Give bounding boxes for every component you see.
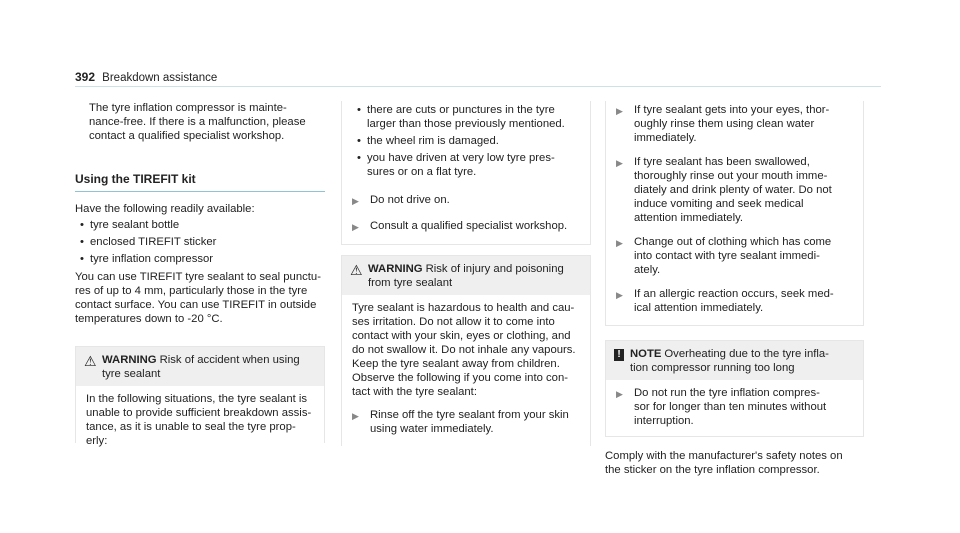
step-item: ▶ If tyre sealant gets into your eyes, thor- oughly rinse them using clean water immediately. (616, 104, 830, 144)
header-divider (75, 86, 881, 87)
list-item: • there are cuts or punctures in the tyre larger than those previously mentioned. (352, 103, 580, 131)
have-available-text: Have the following readily available: (75, 203, 255, 215)
step-item: ▶ Do not drive on. (352, 194, 450, 206)
page-number: 392 (75, 70, 96, 84)
notice-box (605, 340, 864, 437)
step-item: ▶ Rinse off the tyre sealant from your skin using water immediately. (352, 409, 569, 435)
warning-box-accident (75, 346, 325, 447)
step-item: ▶ Consult a qualified specialist workshop. (352, 220, 568, 232)
warning-header: ⚠ WARNING Risk of injury and poisoning from tyre sealant (342, 256, 590, 295)
step-item: ▶ Change out of clothing which has come into contact with tyre sealant immedi- ately. (616, 236, 832, 276)
list-item: • tyre inflation compressor (75, 252, 325, 266)
step-arrow-icon: ▶ (616, 106, 623, 116)
notice-body (606, 380, 863, 436)
step-arrow-icon: ▶ (352, 196, 359, 206)
section-title: Using the TIREFIT kit (75, 172, 325, 192)
warning-body: Tyre sealant is hazardous to health and cau- ses irritation. Do not allow it to come into contact with your skin, eyes or clothing, and do not swallow it. Do not inhale any vapours. Keep the tyre sealant away from children. Observe the following if you come into con- tact with the tyre sealant: ▶ Rinse off the tyre sealant from your skin using water immediately. (342, 295, 590, 444)
notice-icon: ! (614, 347, 630, 361)
step-item: ▶ If tyre sealant has been swallowed, thoroughly rinse out your mouth imme- diately and drink plenty of water. Do not induce vomiting and seek medical attention immediately. (616, 156, 832, 224)
column-1 (75, 101, 325, 447)
step-arrow-icon: ▶ (616, 389, 623, 399)
list-item: • the wheel rim is damaged. (352, 134, 580, 148)
usage-text: You can use TIREFIT tyre sealant to seal punctu- res of up to 4 mm, particularly those in the tyre contact surface. You can use TIREFIT in outside temperatures down to -20 °C. (75, 271, 321, 325)
page-header (75, 70, 217, 85)
step-arrow-icon: ▶ (616, 290, 623, 300)
notice-header: ! NOTE Overheating due to the tyre infla- tion compressor running too long (606, 341, 863, 380)
warning-keyword: WARNING (102, 354, 157, 366)
page-title: Breakdown assistance (102, 72, 218, 84)
warning-triangle-icon: ⚠ (350, 262, 363, 278)
warning-box-poisoning (341, 255, 591, 446)
step-arrow-icon: ▶ (352, 411, 359, 421)
warning-keyword: WARNING (368, 263, 423, 275)
list-item: • tyre sealant bottle (75, 218, 325, 232)
closing-text: Comply with the manufacturer's safety notes on the sticker on the tyre inflation compressor. (605, 450, 843, 476)
step-arrow-icon: ▶ (616, 238, 623, 248)
warning-triangle-icon: ⚠ (84, 353, 97, 369)
kit-items-list (75, 218, 325, 266)
warning-continuation-box (605, 101, 864, 326)
list-item: • you have driven at very low tyre pres- sures or on a flat tyre. (352, 151, 580, 179)
warning-header: ⚠ WARNING Risk of accident when using tyre sealant (76, 347, 324, 386)
notice-keyword: NOTE (630, 348, 662, 360)
step-arrow-icon: ▶ (616, 158, 623, 168)
column-3 (605, 101, 864, 477)
column-2 (341, 101, 591, 446)
warning-body: In the following situations, the tyre sealant is unable to provide sufficient breakdown assis- tance, as it is unable to seal the tyre prop- erly: (86, 393, 312, 447)
step-arrow-icon: ▶ (352, 222, 359, 232)
warning-continuation-box (341, 101, 591, 245)
step-item: ▶ Do not run the tyre inflation compres- sor for longer than ten minutes without interruption. (616, 387, 827, 427)
maintenance-intro: The tyre inflation compressor is mainte- nance-free. If there is a malfunction, please contact a qualified specialist workshop. (89, 102, 306, 142)
step-item: ▶ If an allergic reaction occurs, seek med- ical attention immediately. (616, 288, 834, 314)
list-item: • enclosed TIREFIT sticker (75, 235, 325, 249)
condition-list (352, 103, 580, 179)
